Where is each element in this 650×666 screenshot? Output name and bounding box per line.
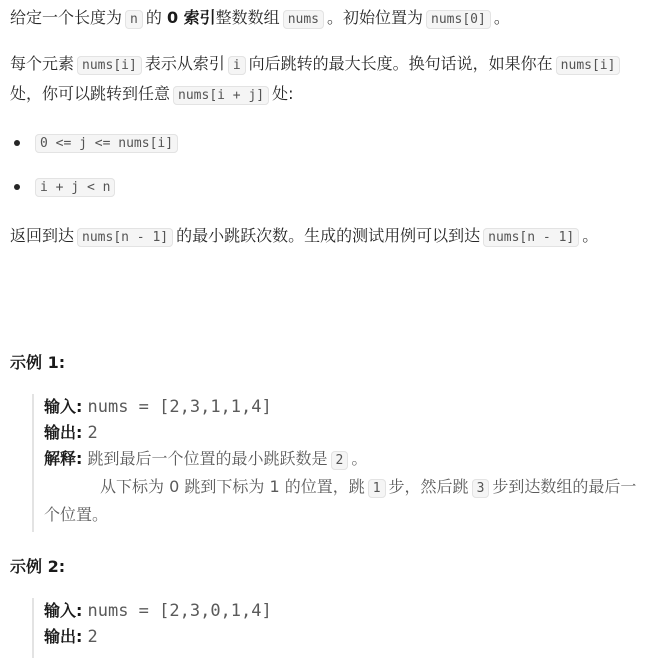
example-input-row <box>34 598 640 624</box>
constraint-list <box>10 128 181 216</box>
code-nums-n-1: nums[n - 1] <box>77 228 173 247</box>
code-n: n <box>125 10 143 29</box>
bold-zero-index: 0 索引 <box>166 8 216 27</box>
list-item: 0 <= j <= nums[i] <box>10 128 181 172</box>
list-item: i + j < n <box>10 172 181 216</box>
output-label: 输出: <box>44 627 83 646</box>
input-value: nums = [2,3,0,1,4] <box>87 601 272 621</box>
code-nums-i: nums[i] <box>556 56 621 75</box>
input-value: nums = [2,3,1,1,4] <box>87 397 272 417</box>
example-output-row <box>34 624 640 650</box>
input-label: 输入: <box>44 397 83 416</box>
code-nums: nums <box>283 10 324 29</box>
example-output-row <box>34 420 640 446</box>
example-input-row <box>34 394 640 420</box>
example-2-block <box>32 598 640 658</box>
output-value: 2 <box>87 627 98 647</box>
output-label: 输出: <box>44 423 83 442</box>
example-1-heading: 示例 1: <box>10 353 66 372</box>
example-explanation: 解释: 跳到最后一个位置的最小跳跃数是 2 。 从下标为 0 跳到下标为 1 的位置，跳 1 步，然后跳 3 步到达数组的最后一个位置。 <box>34 446 640 528</box>
description-paragraph: 每个元素 nums[i] 表示从索引 i 向后跳转的最大长度。换句话说，如果你在 nums[i]处，你可以跳转到任意 nums[i + j] 处: <box>10 50 640 110</box>
explain-label: 解释: <box>44 449 83 468</box>
code-nums-n-1: nums[n - 1] <box>483 228 579 247</box>
example-1-block <box>32 394 640 532</box>
code-nums-0: nums[0] <box>426 10 491 29</box>
input-label: 输入: <box>44 601 83 620</box>
code-nums-i: nums[i] <box>77 56 142 75</box>
example-2-heading: 示例 2: <box>10 557 66 576</box>
intro-paragraph: 给定一个长度为 n 的 0 索引整数数组 nums 。初始位置为 nums[0] 。 <box>10 8 510 27</box>
output-value: 2 <box>87 423 98 443</box>
code-nums-i-plus-j: nums[i + j] <box>173 86 269 105</box>
code-i: i <box>228 56 246 75</box>
return-paragraph: 返回到达 nums[n - 1] 的最小跳跃次数。生成的测试用例可以到达 nums[n - 1] 。 <box>10 226 599 245</box>
